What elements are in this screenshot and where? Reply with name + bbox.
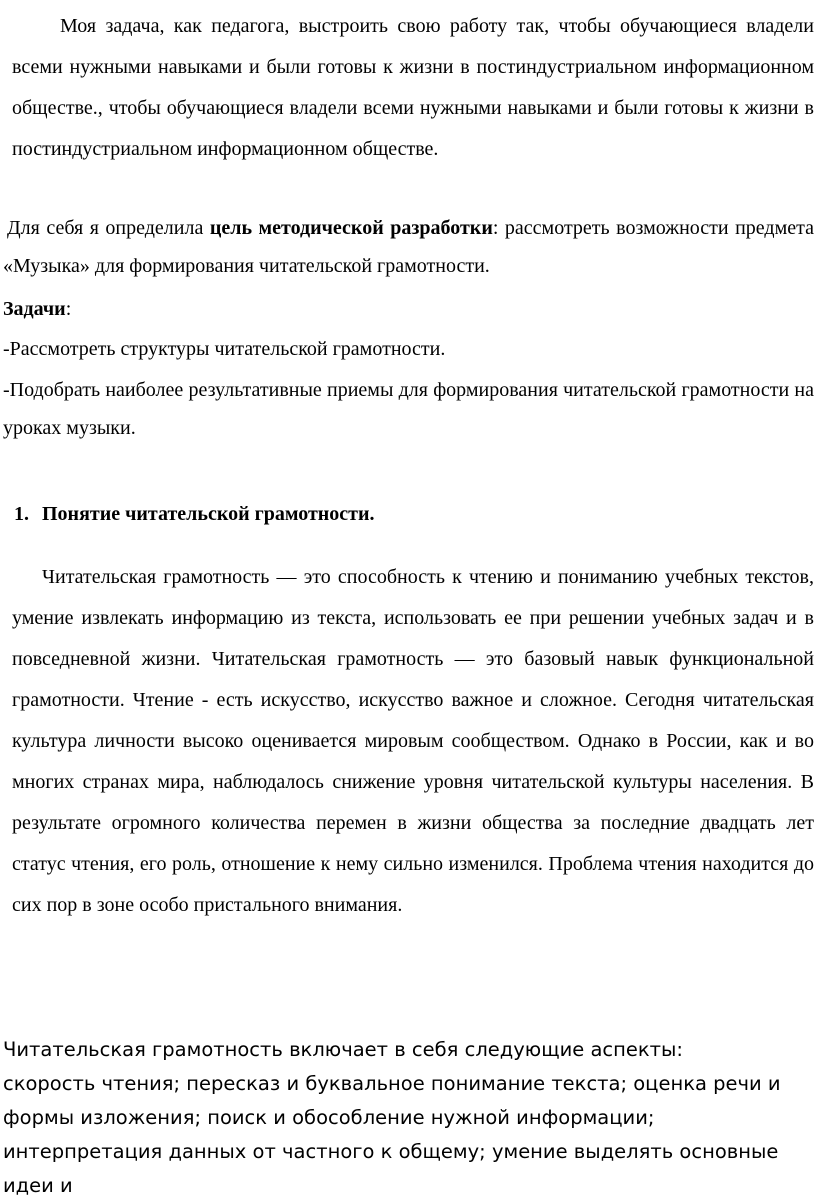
section-title: Понятие читательской грамотности. [42, 503, 375, 525]
task-item-1: -Рассмотреть структуры читательской грамотности. [3, 338, 446, 360]
tasks-label: Задачи [3, 298, 66, 320]
task-item-2: -Подобрать наиболее результативные приемы для формирования читательской грамотности на уроках музыки. [3, 379, 814, 439]
section-heading [14, 495, 375, 533]
intro-paragraph: Моя задача, как педагога, выстроить свою работу так, чтобы обучающиеся владели всеми нужными навыками и были готовы к жизни в постиндустриальном информационном обществе., чтобы обучающиеся владели всеми нужными навыками и были готовы к жизни в постиндустриальном информационном обществе. [12, 15, 814, 160]
goal-bold-term: цель методической разработки [209, 217, 493, 239]
section-number: 1. [14, 503, 29, 525]
section-paragraph: Читательская грамотность — это способность к чтению и пониманию учебных текстов, умение извлекать информацию из текста, использовать ее при решении учебных задач и в повседневной жизни. Читательская грамотность — это базовый навык функциональной грамотности. Чтение - есть искусство, искусство важное и сложное. Сегодня читательская культура личности высоко оценивается мировым сообществом. Однако в России, как и во многих странах мира, наблюдалось снижение уровня читательской культуры населения. В результате огромного количества перемен в жизни общества за последние двадцать лет статус чтения, его роль, отношение к нему сильно изменился. Проблема чтения находится до сих пор в зоне особо пристального внимания. [12, 566, 814, 916]
tasks-heading [3, 290, 71, 328]
aspects-intro: Читательская грамотность включает в себя следующие аспекты: [3, 1038, 683, 1061]
aspects-list-text: скорость чтения; пересказ и буквальное понимание текста; оценка речи и формы изложения; поиск и обособление нужной информации; интерпретация данных от частного к общему; умение выделять основные идеи и [3, 1072, 781, 1197]
goal-paragraph [3, 209, 814, 285]
tasks-colon: : [65, 298, 72, 320]
goal-suffix: : рассмотреть возможности предмета «Музыка» для формирования читательской грамотности. [3, 217, 814, 277]
aspects-block [3, 1033, 814, 1203]
goal-prefix: Для себя я определила [7, 217, 210, 239]
